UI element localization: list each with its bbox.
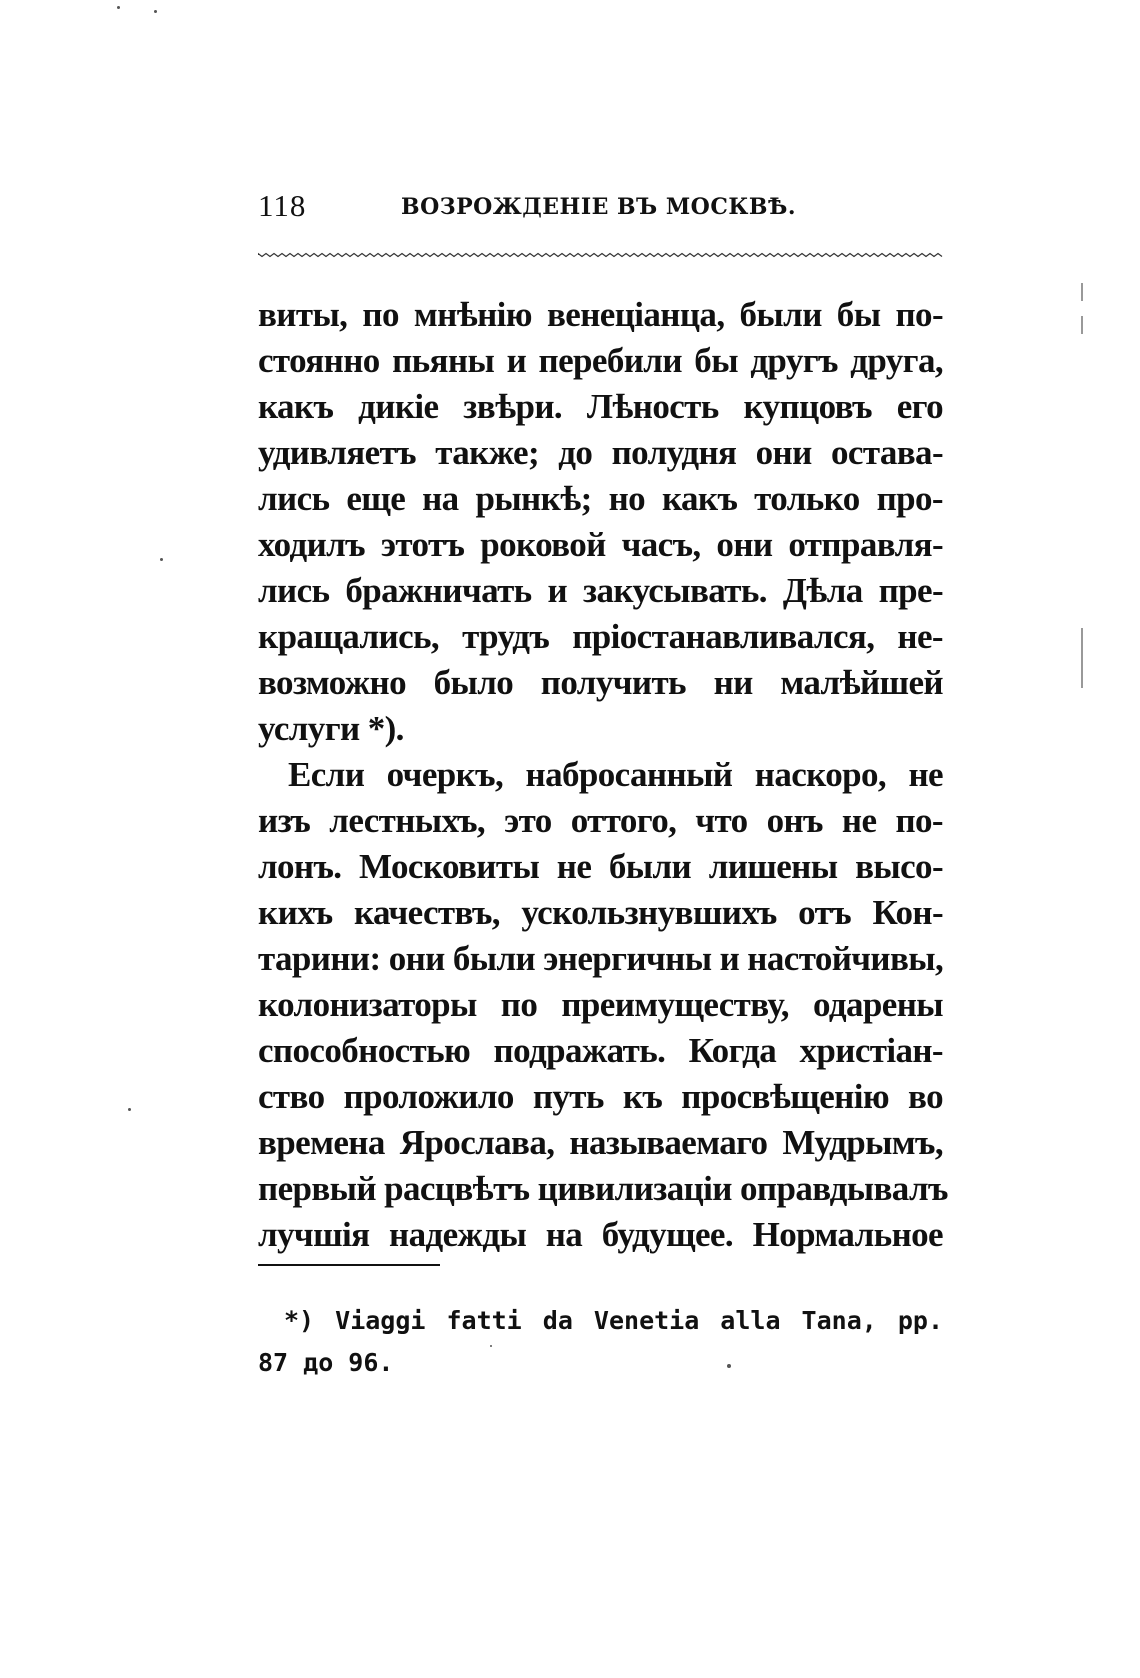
text-line: первый расцвѣтъ цивилизаціи оправдывалъ xyxy=(258,1169,948,1208)
scan-edge-mark xyxy=(1081,283,1083,301)
text-line: стоянно пьяны и перебили бы другъ друга, xyxy=(258,341,943,380)
text-line: ство проложило путь къ просвѣщенію во xyxy=(258,1077,943,1116)
text-line: удивляетъ также; до полудня они остава- xyxy=(258,433,943,472)
scan-edge-mark xyxy=(1081,628,1083,688)
scan-speck xyxy=(727,1364,731,1368)
footnote xyxy=(258,1300,943,1384)
text-line: ходилъ этотъ роковой часъ, они отправля- xyxy=(258,525,943,564)
footnote-line: 87 до 96. xyxy=(258,1348,394,1377)
decorative-wavy-rule xyxy=(258,252,943,258)
text-line: способностью подражать. Когда христіан- xyxy=(258,1031,943,1070)
text-line: возможно было получить ни малѣйшей xyxy=(258,663,943,702)
text-line: кихъ качествъ, ускользнувшихъ отъ Кон- xyxy=(258,893,943,932)
text-line: лись еще на рынкѣ; но какъ только про- xyxy=(258,479,943,518)
text-line: какъ дикіе звѣри. Лѣность купцовъ его xyxy=(258,387,943,426)
scan-speck xyxy=(490,1345,492,1347)
scan-speck xyxy=(160,558,163,561)
text-line: кращались, трудъ пріостанавливался, не- xyxy=(258,617,943,656)
text-line: изъ лестныхъ, это оттого, что онъ не по- xyxy=(258,801,943,840)
running-title: ВОЗРОЖДЕНІЕ ВЪ МОСКВѢ. xyxy=(401,194,796,220)
scan-speck xyxy=(154,10,157,13)
scan-speck xyxy=(128,1108,131,1111)
text-line: колонизаторы по преимуществу, одарены xyxy=(258,985,943,1024)
text-line-paragraph-end: услуги *). xyxy=(258,709,404,748)
text-line: лучшія надежды на будущее. Нормальное xyxy=(258,1215,943,1254)
scan-speck xyxy=(117,6,120,9)
body-text xyxy=(258,292,948,1258)
scan-edge-mark xyxy=(1081,316,1083,334)
footnote-separator xyxy=(258,1264,440,1266)
text-line: лонъ. Московиты не были лишены высо- xyxy=(258,847,943,886)
text-line-paragraph-start: Если очеркъ, набросанный наскоро, не xyxy=(288,755,943,794)
footnote-line: *) Viaggi fatti da Venetia alla Tana, pp. xyxy=(284,1306,943,1335)
text-line: времена Ярослава, называемаго Мудрымъ, xyxy=(258,1123,943,1162)
page-number: 118 xyxy=(258,188,307,223)
text-line: тарини: они были энергичны и настойчивы, xyxy=(258,939,944,978)
text-line: виты, по мнѣнію венеціанца, были бы по- xyxy=(258,295,943,334)
page-header xyxy=(258,188,943,238)
text-line: лись бражничать и закусывать. Дѣла пре- xyxy=(258,571,943,610)
